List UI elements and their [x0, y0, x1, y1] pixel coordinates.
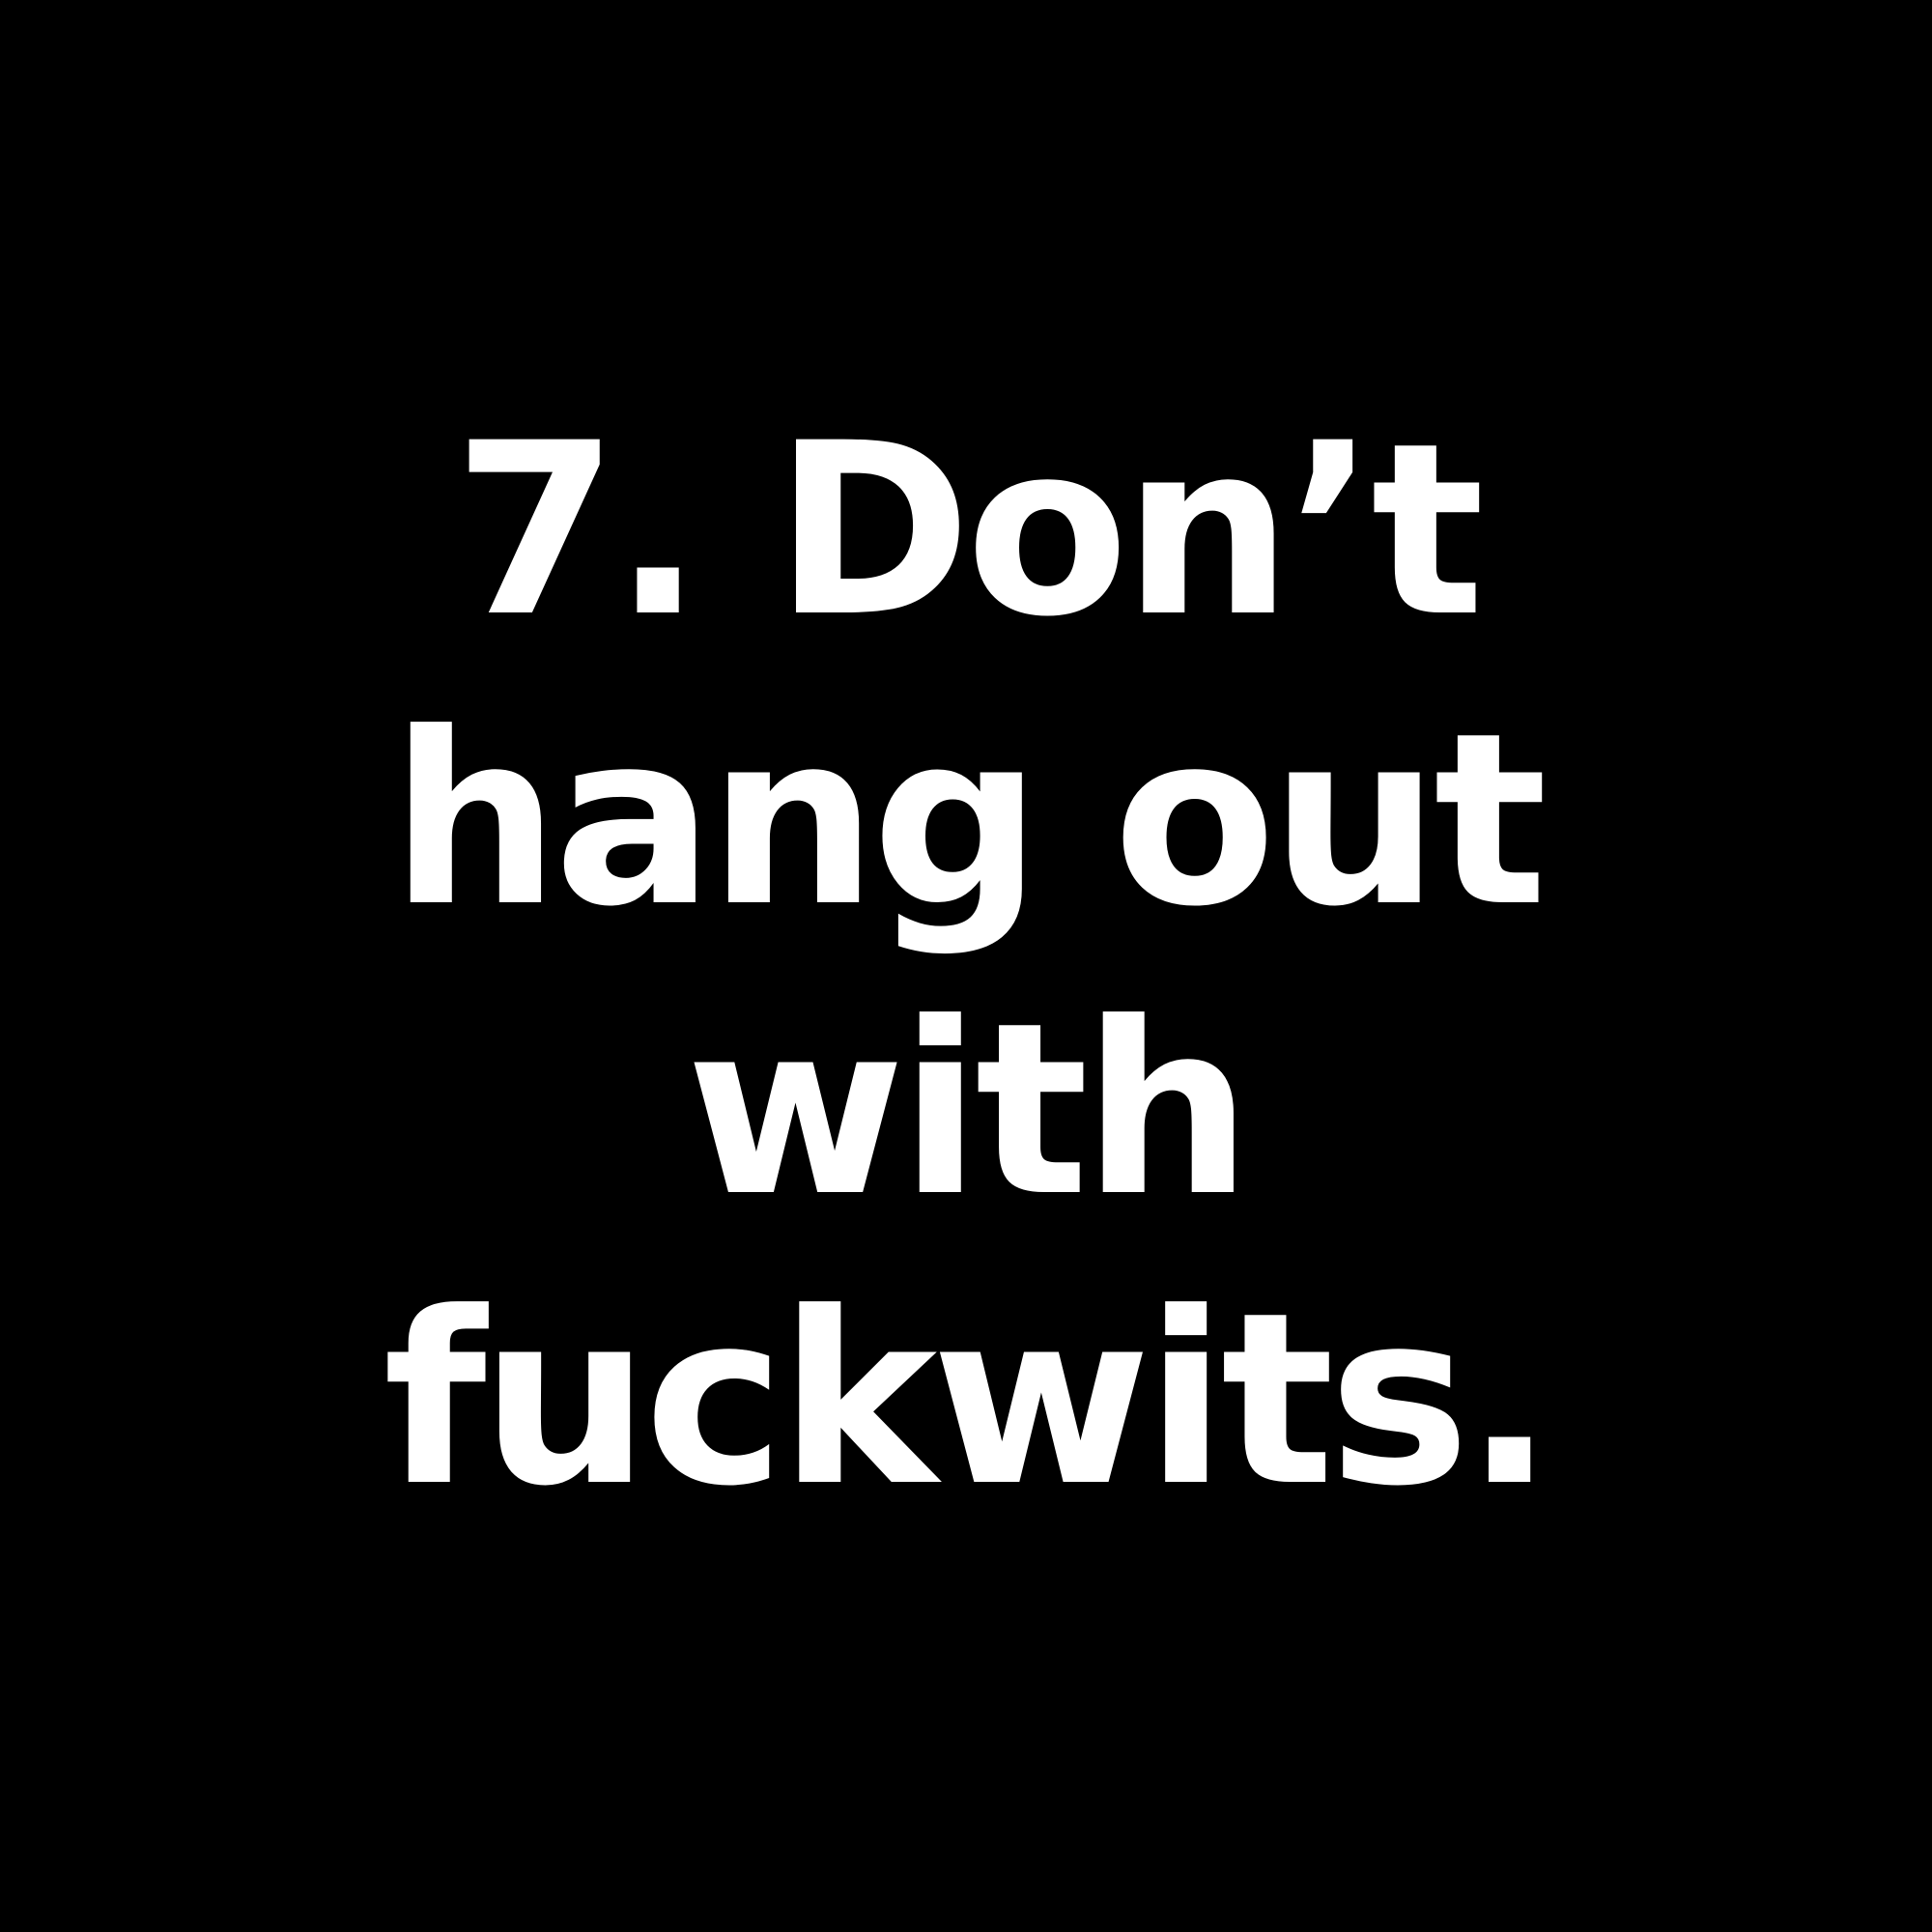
quote-line-4: fuckwits.: [383, 1263, 1549, 1539]
quote-line-2: hang out: [390, 683, 1542, 959]
quote-text: [0, 386, 1932, 1546]
quote-line-1: 7. Don’t: [453, 393, 1479, 669]
quote-line-3: with: [685, 973, 1247, 1249]
